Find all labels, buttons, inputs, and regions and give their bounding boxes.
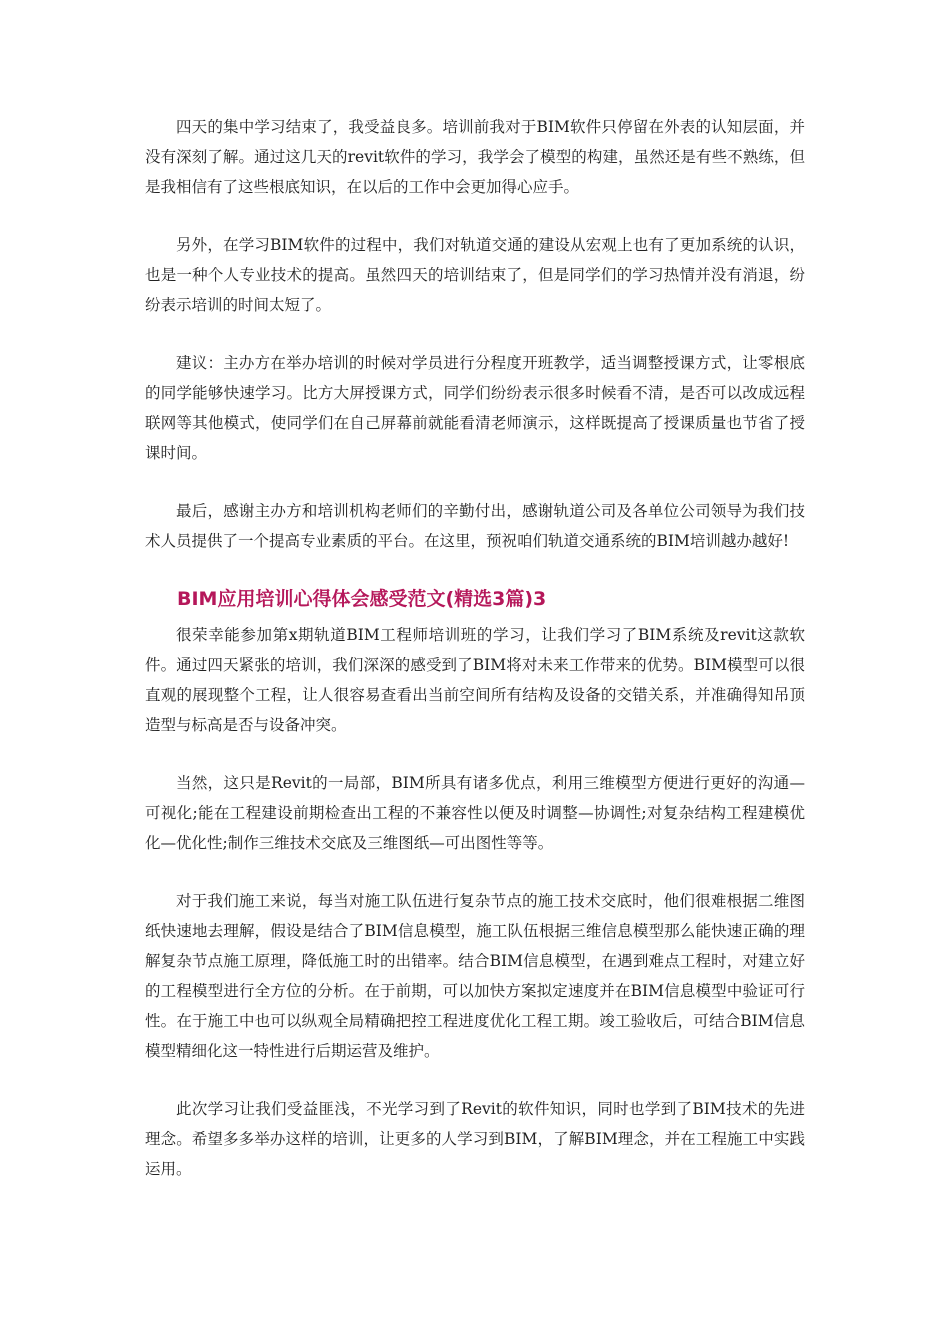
paragraph-suggestions: 建议：主办方在举办培训的时候对学员进行分程度开班教学，适当调整授课方式，让零根底的同学能够快速学习。比方大屏授课方式，同学们纷纷表示很多时候看不清，是否可以改成远程联网等其他模式，使同学们在自己屏幕前就能看清老师演示，这样既提高了授课质量也节省了授课时间。 xyxy=(145,354,805,462)
paragraph-conclusion: 此次学习让我们受益匪浅，不光学习到了Revit的软件知识，同时也学到了BIM技术的先进理念。希望多多举办这样的培训，让更多的人学习到BIM，了解BIM理念，并在工程施工中实践运用。 xyxy=(145,1100,805,1178)
paragraph-training-intro: 很荣幸能参加第x期轨道BIM工程师培训班的学习，让我们学习了BIM系统及revit这款软件。通过四天紧张的培训，我们深深的感受到了BIM将对未来工作带来的优势。BIM模型可以很直观的展现整个工程，让人很容易查看出当前空间所有结构及设备的交错关系，并准确得知吊顶造型与标高是否与设备冲突。 xyxy=(145,626,805,734)
paragraph-study-summary: 四天的集中学习结束了，我受益良多。培训前我对于BIM软件只停留在外表的认知层面，并没有深刻了解。通过这几天的revit软件的学习，我学会了模型的构建，虽然还是有些不熟练，但是我相信有了这些根底知识，在以后的工作中会更加得心应手。 xyxy=(145,118,805,196)
paragraph-systematic-understanding: 另外，在学习BIM软件的过程中，我们对轨道交通的建设从宏观上也有了更加系统的认识，也是一种个人专业技术的提高。虽然四天的培训结束了，但是同学们的学习热情并没有消退，纷纷表示培训的时间太短了。 xyxy=(145,236,805,314)
section-heading: BIM应用培训心得体会感受范文(精选3篇)3 xyxy=(177,588,547,610)
paragraph-construction-application: 对于我们施工来说，每当对施工队伍进行复杂节点的施工技术交底时，他们很难根据二维图纸快速地去理解，假设是结合了BIM信息模型，施工队伍根据三维信息模型那么能快速正确的理解复杂节点施工原理，降低施工时的出错率。结合BIM信息模型，在遇到难点工程时，对建立好的工程模型进行全方位的分析。在于前期，可以加快方案拟定速度并在BIM信息模型中验证可行性。在于施工中也可以纵观全局精确把控工程进度优化工程工期。竣工验收后，可结合BIM信息模型精细化这一特性进行后期运营及维护。 xyxy=(145,892,805,1060)
document-body xyxy=(145,112,805,1212)
paragraph-thanks: 最后，感谢主办方和培训机构老师们的辛勤付出，感谢轨道公司及各单位公司领导为我们技术人员提供了一个提高专业素质的平台。在这里，预祝咱们轨道交通系统的BIM培训越办越好! xyxy=(145,502,805,550)
paragraph-bim-advantages: 当然，这只是Revit的一局部，BIM所具有诸多优点，利用三维模型方便进行更好的沟通—可视化;能在工程建设前期检查出工程的不兼容性以便及时调整—协调性;对复杂结构工程建模优化—优化性;制作三维技术交底及三维图纸—可出图性等等。 xyxy=(145,774,805,852)
